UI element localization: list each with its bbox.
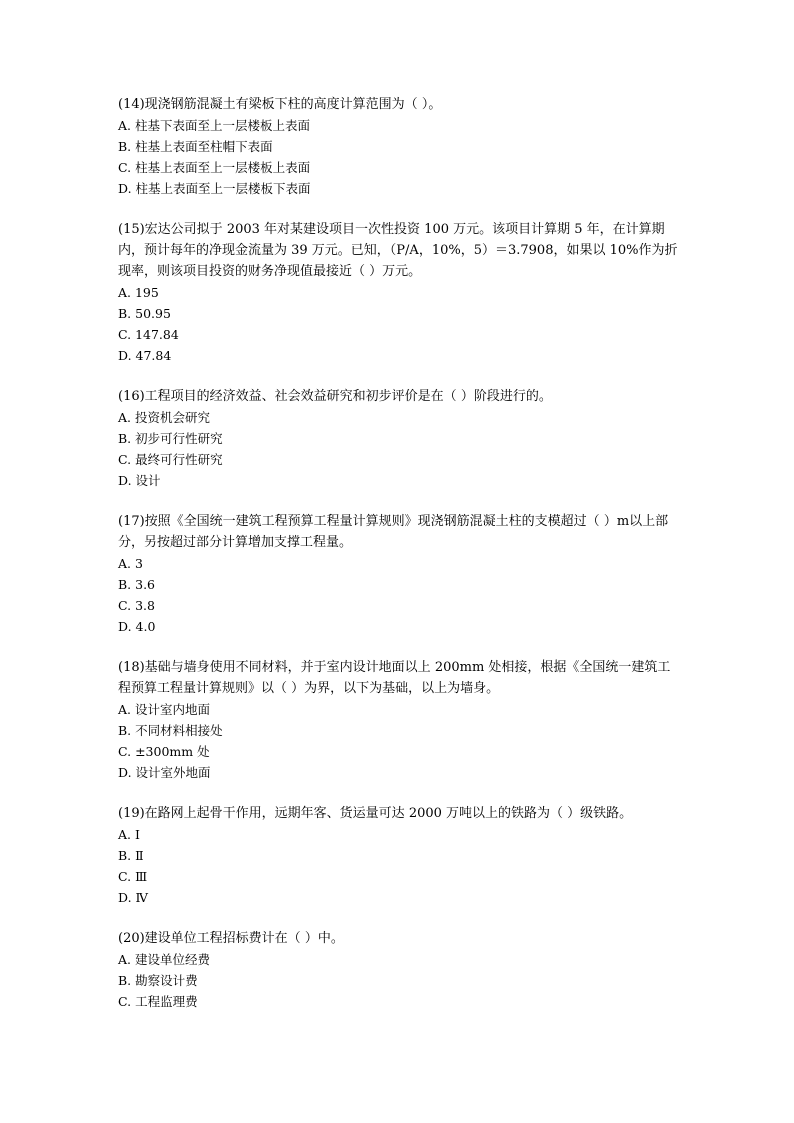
question-stem: (20)建设单位工程招标费计在（ ）中。 <box>118 931 344 946</box>
option-c: C. ±300mm 处 <box>118 744 210 759</box>
option-a: A. 建设单位经费 <box>118 952 210 967</box>
question-stem: (15)宏达公司拟于 2003 年对某建设项目一次性投资 100 万元。该项目计算期 5 年，在计算期内，预计每年的净现金流量为 39 万元。已知，（P/A，10%，5）＝3.7908，如果以 10%作为折现率，则该项目投资的财务净现值最接近（ ）万元。 <box>118 222 678 279</box>
option-d: D. 4.0 <box>118 619 156 634</box>
option-b: B. 3.6 <box>118 577 156 592</box>
option-d: D. 柱基上表面至上一层楼板下表面 <box>118 181 311 196</box>
option-a: A. 195 <box>118 285 159 300</box>
option-c: C. Ⅲ <box>118 869 148 884</box>
question-stem: (16)工程项目的经济效益、社会效益研究和初步评价是在（ ）阶段进行的。 <box>118 389 552 404</box>
option-a: A. 柱基下表面至上一层楼板上表面 <box>118 118 310 133</box>
question-20 <box>118 928 678 1012</box>
option-b: B. 初步可行性研究 <box>118 431 223 446</box>
option-b: B. 勘察设计费 <box>118 973 198 988</box>
question-stem: (17)按照《全国统一建筑工程预算工程量计算规则》现浇钢筋混凝土柱的支模超过（ ）m以上部分，另按超过部分计算增加支撑工程量。 <box>118 514 669 550</box>
question-14 <box>118 94 678 199</box>
option-d: D. 设计 <box>118 473 161 488</box>
option-d: D. Ⅳ <box>118 890 149 905</box>
option-c: C. 工程监理费 <box>118 994 198 1009</box>
question-stem: (14)现浇钢筋混凝土有梁板下柱的高度计算范围为（ ）。 <box>118 97 442 112</box>
option-b: B. 50.95 <box>118 306 171 321</box>
option-a: A. 3 <box>118 556 143 571</box>
option-c: C. 147.84 <box>118 327 179 342</box>
document-page <box>118 94 678 1032</box>
option-c: C. 3.8 <box>118 598 155 613</box>
question-17 <box>118 511 678 637</box>
option-b: B. 不同材料相接处 <box>118 723 223 738</box>
question-stem: (18)基础与墙身使用不同材料，并于室内设计地面以上 200mm 处相接，根据《全国统一建筑工程预算工程量计算规则》以（ ）为界，以下为基础，以上为墙身。 <box>118 660 671 696</box>
option-c: C. 柱基上表面至上一层楼板上表面 <box>118 160 311 175</box>
option-d: D. 47.84 <box>118 348 172 363</box>
option-c: C. 最终可行性研究 <box>118 452 223 467</box>
question-18 <box>118 657 678 783</box>
option-a: A. Ⅰ <box>118 827 140 842</box>
option-d: D. 设计室外地面 <box>118 765 211 780</box>
option-a: A. 设计室内地面 <box>118 702 210 717</box>
question-15 <box>118 219 678 366</box>
question-stem: (19)在路网上起骨干作用，远期年客、货运量可达 2000 万吨以上的铁路为（ ）级铁路。 <box>118 806 633 821</box>
option-a: A. 投资机会研究 <box>118 410 210 425</box>
option-b: B. Ⅱ <box>118 848 144 863</box>
option-b: B. 柱基上表面至柱帽下表面 <box>118 139 273 154</box>
question-19 <box>118 803 678 908</box>
question-16 <box>118 386 678 491</box>
